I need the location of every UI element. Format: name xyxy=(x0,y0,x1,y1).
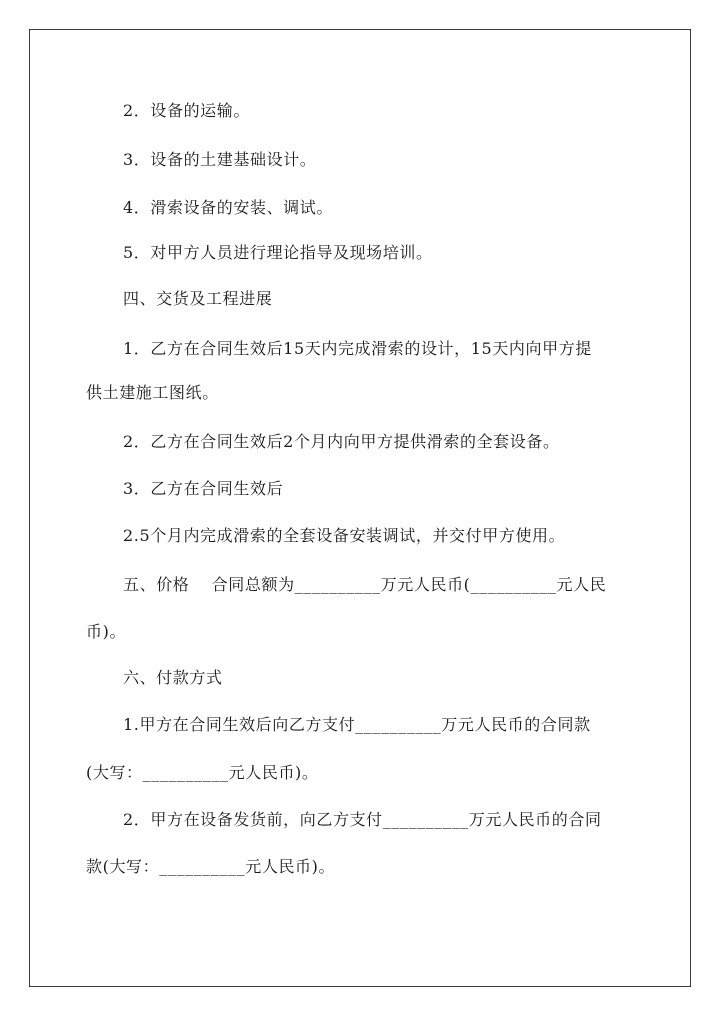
payment-item-1-line-1: 1.甲方在合同生效后向乙方支付__________万元人民币的合同款 xyxy=(123,715,591,734)
item-3-civil-design: 3．设备的土建基础设计。 xyxy=(123,150,317,169)
delivery-item-1-line-1: 1．乙方在合同生效后15天内完成滑索的设计，15天内向甲方提 xyxy=(123,339,592,358)
section-6-heading: 六、付款方式 xyxy=(123,668,223,687)
section-4-heading: 四、交货及工程进展 xyxy=(123,289,273,308)
delivery-item-3-continued: 2.5个月内完成滑索的全套设备安装调试，并交付甲方使用。 xyxy=(123,526,566,545)
payment-item-1-line-2: (大写：__________元人民币)。 xyxy=(86,763,319,782)
section-5-price-line-2: 币)。 xyxy=(86,622,127,641)
item-2-transport: 2．设备的运输。 xyxy=(123,101,250,120)
delivery-item-3: 3．乙方在合同生效后 xyxy=(123,479,284,498)
payment-item-2-line-1: 2．甲方在设备发货前，向乙方支付__________万元人民币的合同 xyxy=(123,810,602,829)
page-border xyxy=(29,29,691,987)
delivery-item-1-line-2: 供土建施工图纸。 xyxy=(86,383,219,402)
item-5-training: 5．对甲方人员进行理论指导及现场培训。 xyxy=(123,243,433,262)
payment-item-2-line-2: 款(大写：__________元人民币)。 xyxy=(86,857,336,876)
section-5-price-line-1: 五、价格 合同总额为__________万元人民币(__________元人民 xyxy=(123,575,607,594)
item-4-installation: 4．滑索设备的安装、调试。 xyxy=(123,198,333,217)
delivery-item-2: 2．乙方在合同生效后2个月内向甲方提供滑索的全套设备。 xyxy=(123,432,560,451)
